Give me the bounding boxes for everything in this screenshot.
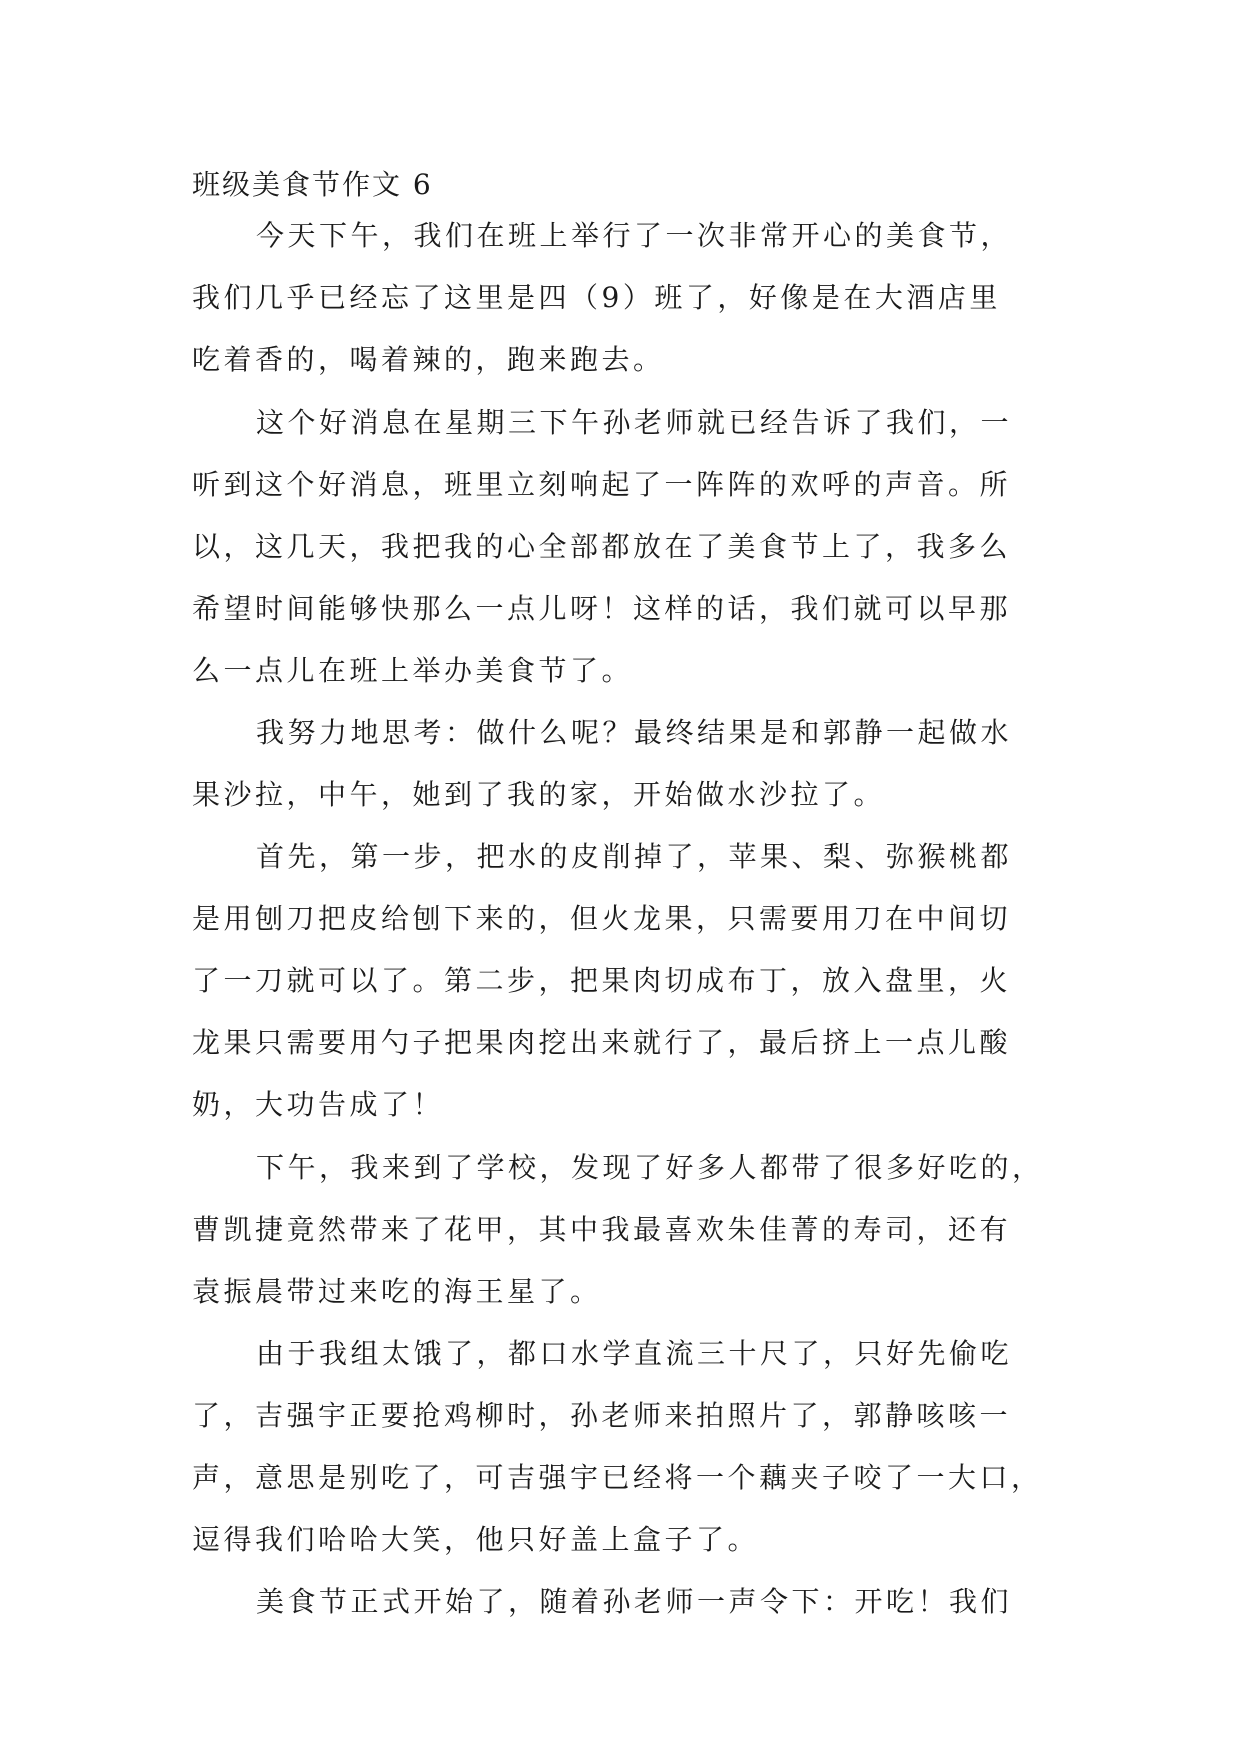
text-line: 奶，大功告成了！ (192, 1088, 445, 1121)
text-line: 我们几乎已经忘了这里是四（9）班了，好像是在大酒店里 (192, 281, 1001, 314)
document-title: 班级美食节作文 6 (192, 168, 433, 201)
paragraph-5 (192, 1137, 1062, 1323)
text-line: 么一点儿在班上举办美食节了。 (192, 654, 634, 687)
paragraph-4 (192, 826, 1062, 1136)
text-line: 曹凯捷竟然带来了花甲，其中我最喜欢朱佳菁的寿司，还有 (192, 1213, 1012, 1246)
text-line: 以，这几天，我把我的心全部都放在了美食节上了，我多么 (192, 530, 1012, 563)
paragraph-6 (192, 1323, 1062, 1571)
text-line: 是用刨刀把皮给刨下来的，但火龙果，只需要用刀在中间切 (192, 902, 1012, 935)
text-line: 我努力地思考：做什么呢？最终结果是和郭静一起做水 (256, 716, 1013, 749)
text-line: 这个好消息在星期三下午孙老师就已经告诉了我们，一 (256, 406, 1013, 439)
text-line: 了，吉强宇正要抢鸡柳时，孙老师来拍照片了，郭静咳咳一 (192, 1399, 1012, 1432)
text-line: 声，意思是别吃了，可吉强宇已经将一个藕夹子咬了一大口， (192, 1461, 1043, 1494)
text-line: 下午，我来到了学校，发现了好多人都带了很多好吃的， (256, 1151, 1044, 1184)
text-line: 龙果只需要用勺子把果肉挖出来就行了，最后挤上一点儿酸 (192, 1026, 1012, 1059)
paragraph-1 (192, 205, 1062, 391)
text-line: 听到这个好消息，班里立刻响起了一阵阵的欢呼的声音。所 (192, 468, 1012, 501)
text-line: 首先，第一步，把水的皮削掉了，苹果、梨、弥猴桃都 (256, 840, 1013, 873)
paragraph-7 (192, 1571, 1062, 1633)
text-line: 由于我组太饿了，都口水学直流三十尺了，只好先偷吃 (256, 1337, 1013, 1370)
text-line: 吃着香的，喝着辣的，跑来跑去。 (192, 343, 665, 376)
text-line: 袁振晨带过来吃的海王星了。 (192, 1275, 602, 1308)
paragraph-2 (192, 392, 1062, 702)
text-line: 今天下午，我们在班上举行了一次非常开心的美食节， (256, 219, 1013, 252)
text-line: 了一刀就可以了。第二步，把果肉切成布丁，放入盘里，火 (192, 964, 1012, 997)
text-line: 美食节正式开始了，随着孙老师一声令下：开吃！我们 (256, 1585, 1013, 1618)
text-line: 果沙拉，中午，她到了我的家，开始做水沙拉了。 (192, 778, 886, 811)
text-line: 逗得我们哈哈大笑，他只好盖上盒子了。 (192, 1523, 760, 1556)
text-line: 希望时间能够快那么一点儿呀！这样的话，我们就可以早那 (192, 592, 1012, 625)
paragraph-3 (192, 702, 1062, 826)
